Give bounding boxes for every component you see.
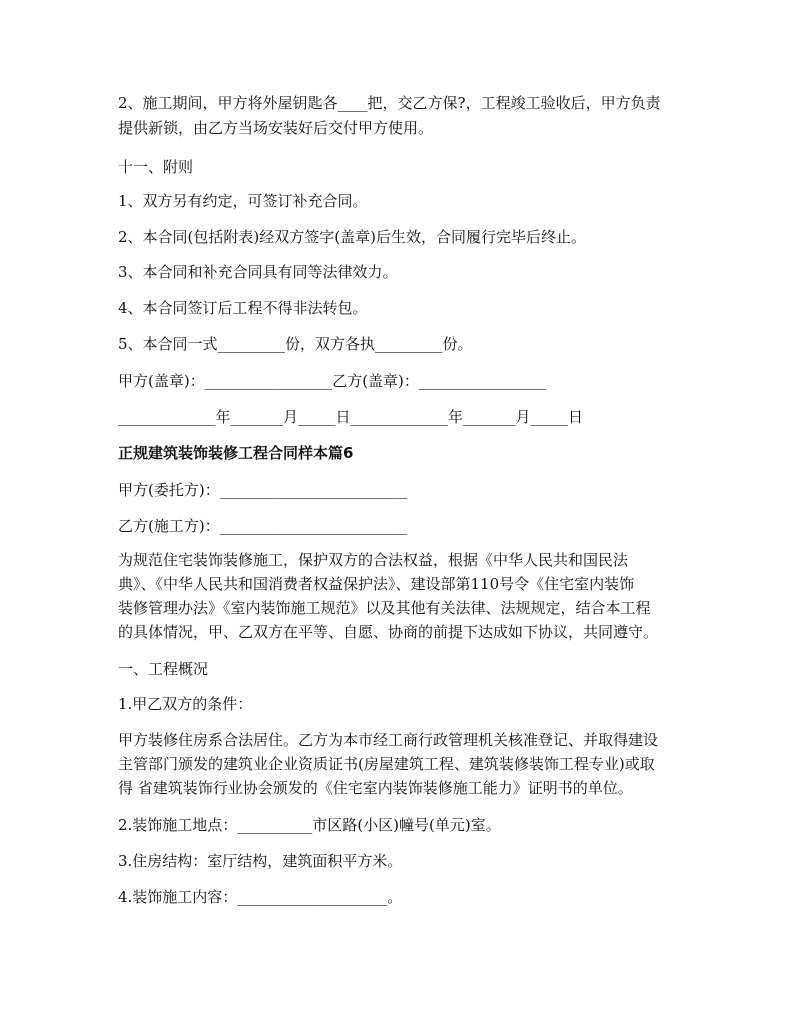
paragraph-line: 提供新锁，由乙方当场安装好后交付甲方使用。	[118, 119, 434, 137]
paragraph-line: 3、本合同和补充合同具有同等法律效力。	[118, 263, 398, 281]
paragraph-line: 得 省建筑装饰行业协会颁发的《住宅室内装饰装修施工能力》证明书的单位。	[118, 779, 633, 797]
paragraph-line: 主管部门颁发的建筑业企业资质证书(房屋建筑工程、建筑装修装饰工程专业)或取	[118, 755, 655, 773]
paragraph-line: 为规范住宅装饰装修施工，保护双方的合法权益，根据《中华人民共和国民法	[118, 551, 629, 569]
paragraph-line: 3.住房结构：室厅结构，建筑面积平方米。	[118, 852, 403, 870]
paragraph-line: 甲方装修住房系合法居住。乙方为本市经工商行政管理机关核准登记、并取得建设	[118, 731, 659, 749]
paragraph-line: 4、本合同签订后工程不得非法转包。	[118, 299, 368, 317]
date-line: _____________年_______月_____日_____________年_______月_____日	[118, 408, 584, 426]
signature-line: 甲方(盖章)：_________________乙方(盖章)：_________________	[118, 372, 547, 390]
section-heading: 一、工程概况	[118, 660, 209, 678]
paragraph-line: 的具体情况，甲、乙双方在平等、自愿、协商的前提下达成如下协议，共同遵守。	[118, 623, 659, 641]
paragraph-line: 4.装饰施工内容：____________________。	[118, 888, 403, 906]
party-b-line: 乙方(施工方)：_________________________	[118, 517, 408, 535]
paragraph-line: 5、本合同一式_________份，双方各执_________份。	[118, 335, 473, 353]
paragraph-line: 1、双方另有约定，可签订补充合同。	[118, 192, 368, 210]
paragraph-line: 2、本合同(包括附表)经双方签字(盖章)后生效，合同履行完毕后终止。	[118, 228, 586, 246]
section-heading: 十一、附则	[118, 158, 194, 176]
paragraph-line: 2、施工期间，甲方将外屋钥匙各____把，交乙方保?，工程竣工验收后，甲方负责	[118, 94, 661, 112]
paragraph-line: 2.装饰施工地点：__________市区路(小区)幢号(单元)室。	[118, 816, 501, 834]
article-title: 正规建筑装饰装修工程合同样本篇6	[118, 444, 354, 462]
paragraph-line: 装修管理办法》《室内装饰施工规范》以及其他有关法律、法规规定，结合本工程	[118, 599, 651, 617]
paragraph-line: 1.甲乙双方的条件：	[118, 695, 253, 713]
paragraph-line: 典》、《中华人民共和国消费者权益保护法》、建设部第110号令《住宅室内装饰	[118, 575, 635, 593]
party-a-line: 甲方(委托方)：_________________________	[118, 481, 408, 499]
